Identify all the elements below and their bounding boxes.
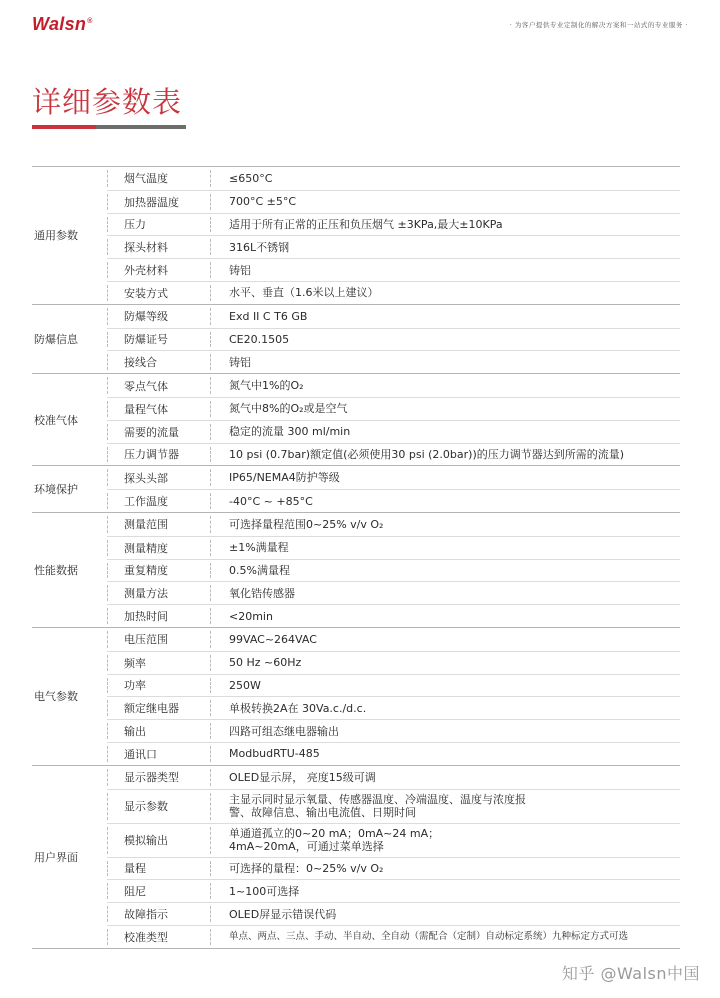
param-name: 工作温度	[124, 495, 168, 509]
group-label: 用户界面	[34, 850, 78, 864]
param-value: 氮气中8%的O₂或是空气	[229, 402, 348, 416]
walsn-logo	[32, 14, 93, 35]
table-row	[107, 604, 680, 627]
param-name: 故障指示	[124, 908, 168, 921]
group-rows	[107, 466, 680, 512]
table-row	[107, 213, 680, 236]
table-row	[107, 789, 680, 823]
table-row	[107, 397, 680, 420]
group-label: 电气参数	[34, 690, 78, 704]
table-row	[107, 305, 680, 328]
param-value: 四路可组态继电器输出	[229, 724, 339, 738]
param-name: 探头材料	[124, 241, 168, 255]
spec-groups	[32, 167, 680, 949]
zhihu-watermark: 知乎 @Walsn中国	[561, 964, 700, 983]
param-value: 50 Hz ~60Hz	[229, 656, 302, 670]
group-rows	[107, 513, 680, 627]
table-row	[107, 559, 680, 582]
param-name: 电压范围	[124, 633, 168, 647]
table-row	[107, 536, 680, 559]
table-row	[107, 281, 680, 304]
spec-group	[32, 167, 680, 305]
group-label: 环境保护	[34, 483, 78, 497]
table-row	[107, 651, 680, 674]
param-value: 氧化锆传感器	[229, 586, 295, 600]
param-value: ±1%满量程	[229, 541, 289, 555]
param-value: 316L不锈钢	[229, 240, 290, 254]
table-row	[107, 350, 680, 373]
table-row	[107, 674, 680, 697]
group-rows	[107, 766, 680, 948]
page-title: 详细参数表	[32, 85, 183, 119]
param-value: OLED显示屏， 亮度15级可调	[229, 770, 376, 784]
table-row	[107, 719, 680, 742]
param-name: 额定继电器	[124, 702, 179, 716]
param-name: 显示器类型	[124, 771, 179, 785]
table-row	[107, 879, 680, 902]
param-name: 零点气体	[124, 379, 168, 393]
param-value: 700°C ±5°C	[229, 195, 297, 209]
param-value: 1~100可选择	[229, 884, 300, 898]
param-value: ModbudRTU-485	[229, 747, 320, 761]
table-row	[107, 513, 680, 536]
param-value: 单极转换2A在 30Va.c./d.c.	[229, 701, 367, 715]
param-value: 铸铝	[229, 355, 251, 369]
param-value: CE20.1505	[229, 332, 290, 346]
param-value: 水平、垂直（1.6米以上建议）	[229, 286, 379, 300]
param-value: 单通道孤立的0~20 mA；0mA~24 mA； 4mA~20mA，可通过菜单选择	[229, 827, 440, 854]
param-name: 加热器温度	[124, 195, 179, 209]
group-rows	[107, 305, 680, 373]
param-name: 输出	[124, 725, 146, 739]
param-name: 量程气体	[124, 402, 168, 416]
group-rows	[107, 374, 680, 465]
param-name: 阻尼	[124, 885, 146, 899]
param-value: -40°C ~ +85°C	[229, 494, 313, 508]
param-value: 单点、两点、三点、手动、半自动、全自动（需配合（定制）自动标定系统）九种标定方式可选	[229, 931, 629, 943]
table-row	[107, 628, 680, 651]
table-row	[107, 857, 680, 880]
table-row	[107, 167, 680, 190]
logo-text: Walsn	[32, 14, 87, 34]
param-name: 功率	[124, 679, 146, 693]
spec-group	[32, 628, 680, 766]
param-value: 铸铝	[229, 263, 251, 277]
table-row	[107, 581, 680, 604]
param-name: 接线合	[124, 356, 157, 370]
table-row	[107, 374, 680, 397]
param-name: 测量精度	[124, 541, 168, 555]
param-name: 探头头部	[124, 471, 168, 485]
group-rows	[107, 167, 680, 304]
param-name: 校准类型	[124, 930, 168, 944]
param-name: 加热时间	[124, 610, 168, 624]
table-row	[107, 466, 680, 489]
param-name: 需要的流量	[124, 425, 179, 439]
param-name: 频率	[124, 656, 146, 670]
table-row	[107, 766, 680, 789]
param-value: OLED屏显示错误代码	[229, 907, 337, 921]
table-row	[107, 443, 680, 466]
param-value: 10 psi (0.7bar)额定值(必须使用30 psi (2.0bar))的压力调节器达到所需的流量)	[229, 447, 625, 461]
param-value: 主显示同时显示氧量、传感器温度、冷端温度、温度与浓度报 警、故障信息、输出电流值、日期时间	[229, 793, 526, 820]
page-header	[0, 0, 720, 60]
param-name: 通讯口	[124, 747, 157, 761]
table-row	[107, 190, 680, 213]
param-value: IP65/NEMA4防护等级	[229, 471, 340, 485]
title-underline	[32, 125, 186, 129]
group-label: 防爆信息	[34, 332, 78, 346]
param-name: 测量方法	[124, 587, 168, 601]
param-value: 稳定的流量 300 ml/min	[229, 425, 351, 439]
param-value: 可选择的量程：0~25% v/v O₂	[229, 861, 384, 875]
title-underline-accent	[32, 125, 96, 129]
param-name: 防爆等级	[124, 310, 168, 324]
param-name: 压力	[124, 218, 146, 232]
tagline: · 为客户提供专业定制化的解决方案和一站式的专业服务 ·	[509, 21, 688, 29]
group-label: 性能数据	[34, 563, 78, 577]
param-value: 250W	[229, 678, 261, 692]
table-row	[107, 420, 680, 443]
param-name: 烟气温度	[124, 172, 168, 186]
table-row	[107, 328, 680, 351]
param-value: 适用于所有正常的正压和负压烟气 ±3KPa,最大±10KPa	[229, 217, 503, 231]
group-label: 校准气体	[34, 413, 78, 427]
param-value: 0.5%满量程	[229, 563, 290, 577]
param-name: 显示参数	[124, 800, 168, 814]
table-row	[107, 742, 680, 765]
param-value: ≤650°C	[229, 171, 273, 185]
table-row	[107, 696, 680, 719]
group-label: 通用参数	[34, 229, 78, 243]
param-value: <20min	[229, 609, 273, 623]
table-row	[107, 235, 680, 258]
table-row	[107, 925, 680, 948]
param-name: 模拟输出	[124, 834, 168, 848]
spec-table	[32, 166, 680, 949]
param-name: 量程	[124, 862, 146, 876]
param-value: Exd II C T6 GB	[229, 309, 308, 323]
spec-group	[32, 374, 680, 466]
table-row	[107, 902, 680, 925]
registered-mark: ®	[87, 18, 93, 25]
spec-group	[32, 466, 680, 513]
table-row	[107, 489, 680, 512]
spec-group	[32, 305, 680, 374]
param-name: 重复精度	[124, 564, 168, 578]
param-name: 压力调节器	[124, 448, 179, 462]
spec-group	[32, 766, 680, 949]
table-row	[107, 258, 680, 281]
param-value: 99VAC~264VAC	[229, 632, 317, 646]
param-name: 测量范围	[124, 518, 168, 532]
param-name: 安装方式	[124, 286, 168, 300]
param-value: 氮气中1%的O₂	[229, 379, 304, 393]
group-rows	[107, 628, 680, 765]
param-value: 可选择量程范围0~25% v/v O₂	[229, 517, 384, 531]
spec-group	[32, 513, 680, 628]
param-name: 防爆证号	[124, 333, 168, 347]
param-name: 外壳材料	[124, 264, 168, 278]
table-row	[107, 823, 680, 857]
